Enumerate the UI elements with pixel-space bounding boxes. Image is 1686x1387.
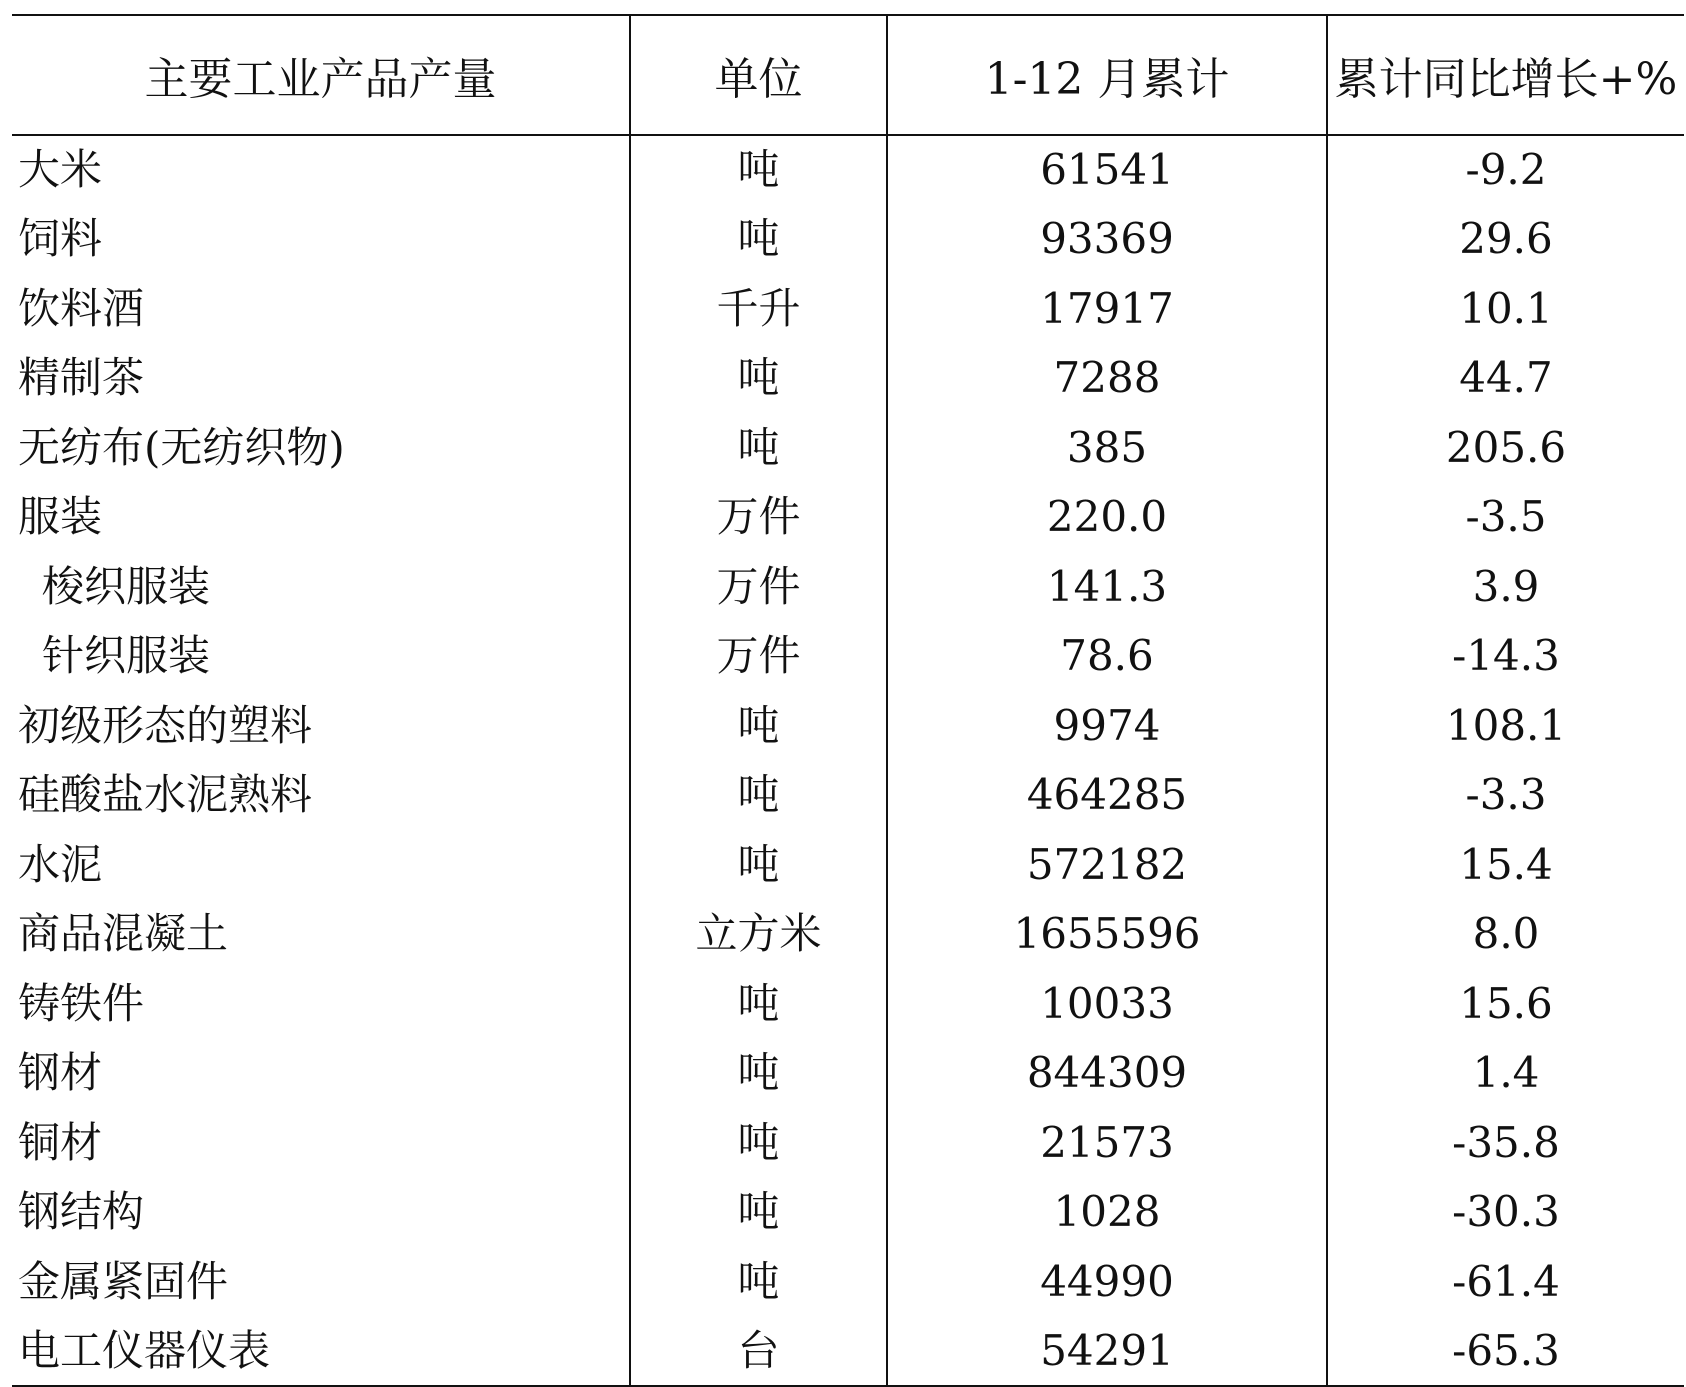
unit-cell: 吨 [630,969,887,1039]
header-growth: 累计同比增长+% [1327,15,1684,135]
growth-rate-cell: -35.8 [1327,1108,1684,1178]
growth-rate-cell: 15.4 [1327,830,1684,900]
unit-cell: 吨 [630,344,887,414]
unit-cell: 吨 [630,761,887,831]
cumulative-value-cell: 21573 [887,1108,1327,1178]
table-row [12,900,1684,970]
product-name-cell: 商品混凝土 [18,909,229,959]
cumulative-value-cell: 44990 [887,1247,1327,1317]
product-name-cell: 铜材 [18,1117,103,1167]
growth-rate-cell: 15.6 [1327,969,1684,1039]
product-name-cell: 大米 [18,145,103,195]
growth-rate-cell: 29.6 [1327,205,1684,275]
product-name-cell: 无纺布(无纺织物) [18,422,345,472]
table-row [12,1039,1684,1109]
product-name-cell: 针织服装 [42,631,211,681]
unit-cell: 万件 [630,483,887,553]
product-name-cell: 水泥 [18,839,103,889]
cumulative-value-cell: 385 [887,413,1327,483]
product-name-cell: 钢材 [18,1048,103,1098]
growth-rate-cell: -9.2 [1327,135,1684,205]
product-name-cell: 饮料酒 [18,283,145,333]
table-header [12,15,1684,135]
table-row [12,622,1684,692]
product-name-cell: 硅酸盐水泥熟料 [18,770,313,820]
product-name-cell: 梭织服装 [42,561,211,611]
cumulative-value-cell: 10033 [887,969,1327,1039]
unit-cell: 吨 [630,1247,887,1317]
cumulative-value-cell: 1028 [887,1178,1327,1248]
table-row [12,205,1684,275]
unit-cell: 立方米 [630,900,887,970]
table-row [12,1178,1684,1248]
product-name-cell: 服装 [18,492,103,542]
product-output-table [12,14,1684,1387]
unit-cell: 万件 [630,622,887,692]
product-name-cell: 金属紧固件 [18,1256,229,1306]
product-name-cell: 饲料 [18,214,103,264]
table-row [12,135,1684,205]
unit-cell: 千升 [630,274,887,344]
cumulative-value-cell: 54291 [887,1317,1327,1387]
product-name-cell: 初级形态的塑料 [18,700,313,750]
unit-cell: 吨 [630,1108,887,1178]
growth-rate-cell: -3.3 [1327,761,1684,831]
unit-cell: 万件 [630,552,887,622]
growth-rate-cell: -65.3 [1327,1317,1684,1387]
growth-rate-cell: -61.4 [1327,1247,1684,1317]
growth-rate-cell: 3.9 [1327,552,1684,622]
growth-rate-cell: -30.3 [1327,1178,1684,1248]
product-name-cell: 钢结构 [18,1187,145,1237]
table-row [12,344,1684,414]
unit-cell: 吨 [630,413,887,483]
unit-cell: 吨 [630,205,887,275]
table-body [12,135,1684,1386]
table-row [12,552,1684,622]
unit-cell: 吨 [630,830,887,900]
header-unit: 单位 [630,15,887,135]
growth-rate-cell: 8.0 [1327,900,1684,970]
growth-rate-cell: 10.1 [1327,274,1684,344]
cumulative-value-cell: 17917 [887,274,1327,344]
table-row [12,413,1684,483]
header-cumulative: 1-12 月累计 [887,15,1327,135]
table-row [12,274,1684,344]
table-row [12,691,1684,761]
cumulative-value-cell: 572182 [887,830,1327,900]
cumulative-value-cell: 141.3 [887,552,1327,622]
cumulative-value-cell: 78.6 [887,622,1327,692]
unit-cell: 吨 [630,135,887,205]
growth-rate-cell: -3.5 [1327,483,1684,553]
unit-cell: 吨 [630,1178,887,1248]
unit-cell: 台 [630,1317,887,1387]
unit-cell: 吨 [630,691,887,761]
unit-cell: 吨 [630,1039,887,1109]
cumulative-value-cell: 220.0 [887,483,1327,553]
growth-rate-cell: 44.7 [1327,344,1684,414]
cumulative-value-cell: 1655596 [887,900,1327,970]
header-product: 主要工业产品产量 [12,15,630,135]
product-name-cell: 精制茶 [18,353,145,403]
table-row [12,1317,1684,1387]
growth-rate-cell: -14.3 [1327,622,1684,692]
growth-rate-cell: 205.6 [1327,413,1684,483]
cumulative-value-cell: 844309 [887,1039,1327,1109]
table-row [12,969,1684,1039]
cumulative-value-cell: 61541 [887,135,1327,205]
table-row [12,1247,1684,1317]
growth-rate-cell: 1.4 [1327,1039,1684,1109]
product-name-cell: 铸铁件 [18,978,145,1028]
cumulative-value-cell: 9974 [887,691,1327,761]
table-row [12,483,1684,553]
header-row [12,15,1684,135]
table-row [12,830,1684,900]
cumulative-value-cell: 93369 [887,205,1327,275]
growth-rate-cell: 108.1 [1327,691,1684,761]
product-name-cell: 电工仪器仪表 [12,1317,630,1387]
table-row [12,1108,1684,1178]
cumulative-value-cell: 464285 [887,761,1327,831]
table-row [12,761,1684,831]
product-output-table-container [12,14,1684,1387]
cumulative-value-cell: 7288 [887,344,1327,414]
